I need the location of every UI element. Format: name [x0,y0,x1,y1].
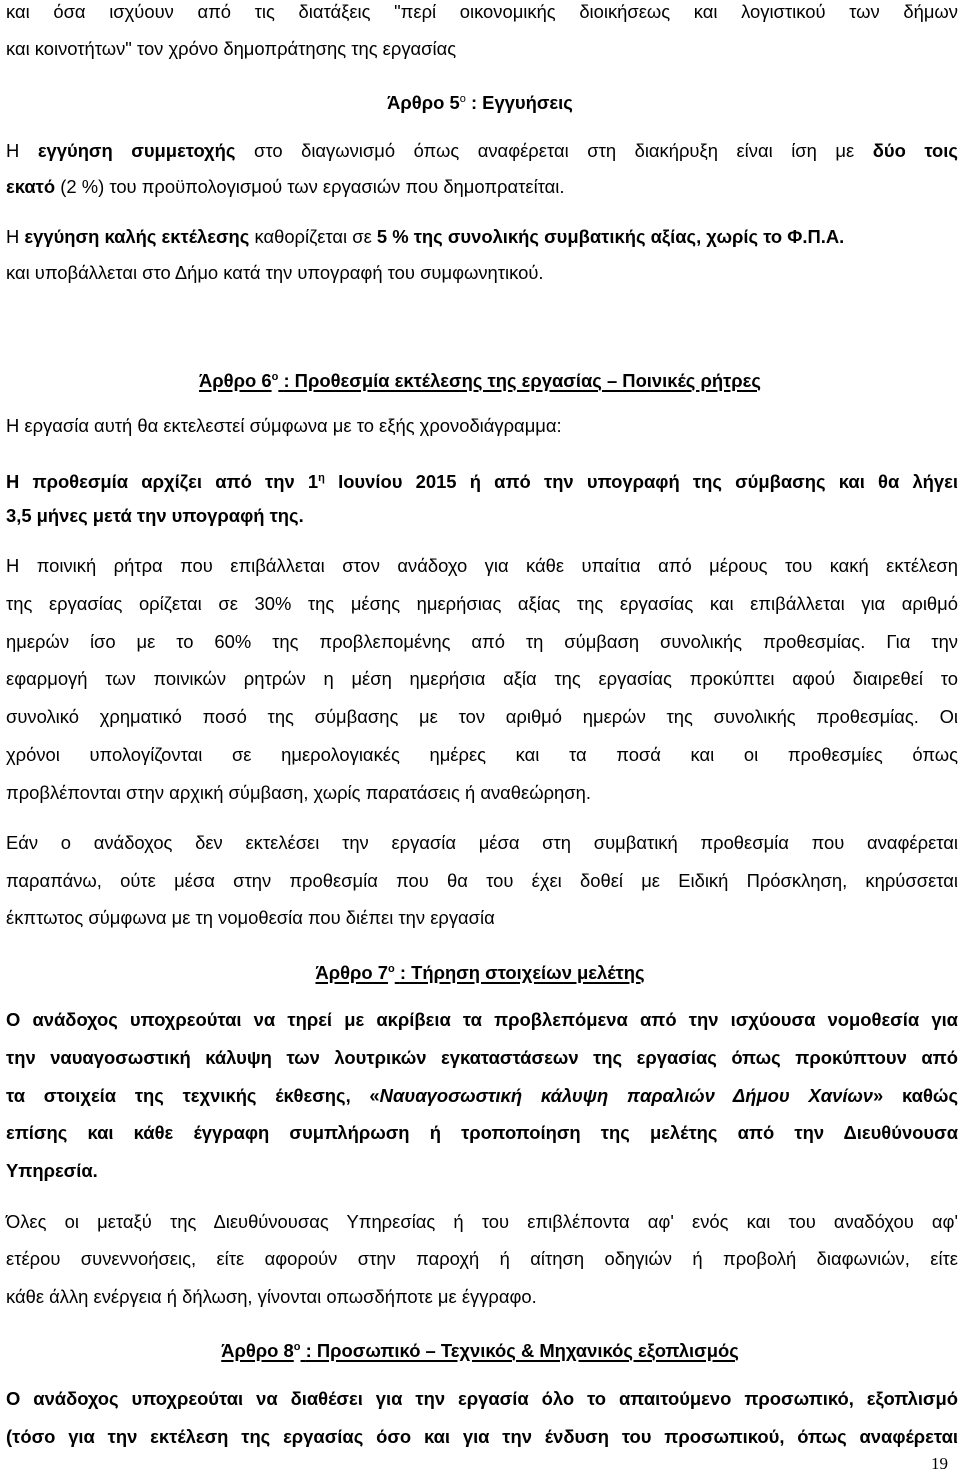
text-span: Η [6,226,20,247]
text-line: Η ποινική ρήτρα που επιβάλλεται στον ανάδοχο για κάθε υπαίτια από μέρους του κακή εκτέλεση [6,555,958,576]
text-line: προβλέπονται στην αρχική σύμβαση, χωρίς παρατάσεις ή αναθεώρηση. [6,782,591,803]
text-line: Η εργασία αυτή θα εκτελεστεί σύμφωνα με το εξής χρονοδιάγραμμα: [6,415,562,436]
heading-text: Άρθρο 5 [387,92,460,114]
text-line: Όλες οι μεταξύ της Διευθύνουσας Υπηρεσίας ή του επιβλέποντα αφ' ενός και του αναδόχου αφ' [6,1211,958,1232]
superscript: η [318,472,325,484]
heading-text: : Προσωπικό – Τεχνικός & Μηχανικός εξοπλισμός [305,1340,739,1362]
heading-text: : Τήρηση στοιχείων μελέτης [399,962,645,984]
bold-span: δύο [872,140,906,161]
text-line: την ναυαγοσωστική κάλυψη των λουτρικών εγκαταστάσεων της εργασίας όπως προκύπτουν από [6,1047,958,1068]
page-number: 19 [931,1454,948,1473]
heading-text: Άρθρο 7 [315,962,389,984]
bold-span: εγγύηση καλής εκτέλεσης [24,226,250,247]
text-line: επίσης και κάθε έγγραφη συμπλήρωση ή τροποποίηση της μελέτης από την Διευθύνουσα [6,1122,958,1143]
bold-span: » καθώς [873,1085,959,1106]
bold-span: εγγύηση συμμετοχής [37,140,236,161]
article-7-heading [0,958,960,984]
text-line: Ο ανάδοχος υποχρεούται να τηρεί με ακρίβεια τα προβλεπόμενα από την ισχύουσα νομοθεσία για [6,1009,958,1030]
heading-text: Άρθρο 6 [199,370,272,392]
heading-text: : Προθεσμία εκτέλεσης της εργασίας – Ποινικές ρήτρες [283,370,761,392]
text-line: της εργασίας ορίζεται σε 30% της μέσης ημερήσιας αξίας της εργασίας και επιβάλλεται για αριθμό [6,593,958,614]
italic-span: Ναυαγοσωστική κάλυψη παραλιών Δήμου Χανίων [379,1085,874,1106]
text-line: Εάν ο ανάδοχος δεν εκτελέσει την εργασία μέσα στη συμβατική προθεσμία που αναφέρεται [6,832,958,853]
text-line: και υποβάλλεται στο Δήμο κατά την υπογραφή του συμφωνητικού. [6,262,544,283]
text-line: και όσα ισχύουν από τις διατάξεις "περί οικονομικής διοικήσεως και λογιστικού των δήμων [6,1,958,22]
text-line [6,467,958,493]
text-line: χρόνοι υπολογίζονται σε ημερολογιακές ημέρες και τα ποσά και οι προθεσμίες όπως [6,744,958,765]
article-5-heading [0,88,960,114]
text-line [6,226,844,248]
text-line [6,1085,958,1107]
bold-span: εκατό [6,176,56,197]
heading-text: Άρθρο 8 [221,1340,294,1362]
text-span: Η [6,140,20,161]
text-span: του προϋπολογισμού των εργασιών που δημοπρατείται. [109,176,565,197]
heading-superscript: ο [388,963,395,975]
article-8-heading [0,1336,960,1362]
text-line [6,176,565,198]
text-line: ημερών ίσο με το 60% της προβλεπομένης από τη σύμβαση συνολικής προθεσμίας. Για την [6,631,958,652]
text-line: εφαρμογή των ποινικών ρητρών η μέση ημερήσια αξία της εργασίας προκύπτει αφού διαιρεθεί το [6,668,958,689]
text-line: συνολικό χρηματικό ποσό της σύμβασης με τον αριθμό ημερών της συνολικής προθεσμίας. Οι [6,706,958,727]
heading-superscript: ο [293,1341,301,1353]
text-line: 3,5 μήνες μετά την υπογραφή της. [6,505,304,526]
text-span: (2 %) [60,176,105,197]
heading-superscript: ο [271,371,279,383]
text-span: στο διαγωνισμό όπως αναφέρεται στη διακήρυξη είναι ίση με [253,140,855,161]
text-line: παραπάνω, ούτε μέσα στην προθεσμία που θα του έχει δοθεί με Ειδική Πρόσκληση, κηρύσσεται [6,870,958,891]
text-span: καθορίζεται σε [254,226,372,247]
text-line: Ο ανάδοχος υποχρεούται να διαθέσει για την εργασία όλο το απαιτούμενο προσωπικό, εξοπλισμό [6,1388,958,1409]
bold-span: τα στοιχεία της τεχνικής έκθεσης, « [6,1085,380,1106]
text-line: και κοινοτήτων" τον χρόνο δημοπράτησης της εργασίας [6,38,457,59]
bold-span: 5 % της συνολικής συμβατικής αξίας, χωρίς το Φ.Π.Α. [376,226,845,247]
text-line: έκπτωτος σύμφωνα με τη νομοθεσία που διέπει την εργασία [6,907,495,928]
text-line: (τόσο για την εκτέλεση της εργασίας όσο και για την ένδυση του προσωπικού, όπως αναφέρεται [6,1426,958,1447]
bold-span: Ιουνίου 2015 ή από την υπογραφή της σύμβασης και θα λήγει [338,471,958,493]
bold-span: Η προθεσμία αρχίζει από την 1 [6,471,319,493]
text-line: ετέρου συνεννοήσεις, είτε αφορούν στην παροχή ή αίτηση οδηγιών ή προβολή διαφωνιών, είτε [6,1248,958,1269]
text-line: κάθε άλλη ενέργεια ή δήλωση, γίνονται οπωσδήποτε με έγγραφο. [6,1286,537,1307]
text-line [6,140,958,162]
heading-superscript: ο [459,93,466,105]
bold-span: τοις [924,140,958,161]
article-6-heading [0,366,960,392]
text-line: Υπηρεσία. [6,1160,98,1181]
heading-text: : Εγγυήσεις [470,92,573,114]
